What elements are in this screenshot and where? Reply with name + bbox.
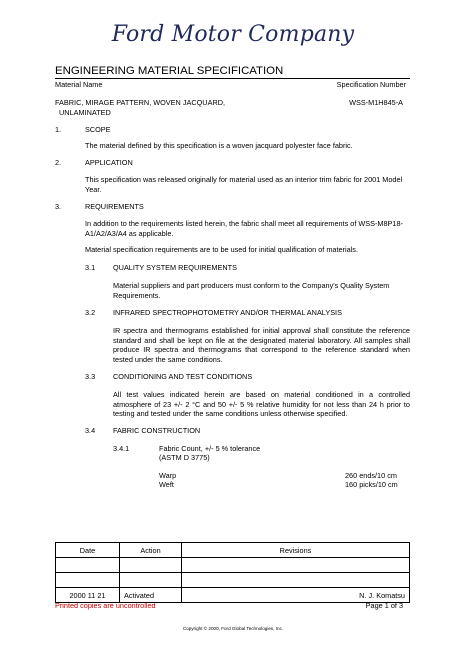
section-2-text: This specification was released originally for material used as an interior trim fabric for 2001 Model Year.: [85, 175, 403, 194]
section-3-4-title: FABRIC CONSTRUCTION: [113, 426, 201, 435]
section-3-4-number: 3.4: [85, 426, 96, 435]
section-2-number: 2.: [55, 158, 62, 167]
page-number: Page 1 of 3: [365, 601, 403, 610]
fabric-count-label: Fabric Count, +/- 5 % tolerance: [159, 444, 261, 453]
ford-logo: Ford Motor Company: [111, 22, 355, 47]
section-3-1-text: Material suppliers and part producers must conform to the Company's Quality System Requirements.: [113, 281, 390, 300]
spec-number-label: Specification Number: [336, 80, 406, 89]
section-3-3-title: CONDITIONING AND TEST CONDITIONS: [113, 372, 253, 381]
material-name-line2: UNLAMINATED: [59, 108, 111, 117]
revision-author: N. J. Komatsu: [182, 588, 410, 603]
section-3-2-number: 3.2: [85, 308, 96, 317]
document-title: ENGINEERING MATERIAL SPECIFICATION: [55, 65, 284, 77]
weft-label: Weft: [159, 480, 174, 489]
spec-number: WSS-M1H845-A: [349, 98, 403, 107]
section-3-text-2: Material specification requirements are to be used for initial qualification of materials.: [85, 245, 358, 254]
section-3-4-1-number: 3.4.1: [113, 444, 130, 453]
fabric-count-standard: (ASTM D 3775): [159, 453, 210, 462]
revision-date: 2000 11 21: [56, 588, 120, 603]
weft-value: 160 picks/10 cm: [345, 480, 398, 489]
section-1-number: 1.: [55, 125, 62, 134]
date-header: Date: [56, 543, 120, 558]
revisions-header: Revisions: [182, 543, 410, 558]
section-1-text: The material defined by this specification is a woven jacquard polyester face fabric.: [85, 141, 353, 150]
table-row: [56, 558, 410, 573]
warp-value: 260 ends/10 cm: [345, 471, 397, 480]
section-2-title: APPLICATION: [85, 158, 133, 167]
revision-header-row: [56, 543, 410, 558]
section-3-1-title: QUALITY SYSTEM REQUIREMENTS: [113, 263, 237, 272]
material-name-line1: FABRIC, MIRAGE PATTERN, WOVEN JACQUARD,: [55, 98, 226, 107]
section-3-3-number: 3.3: [85, 372, 96, 381]
section-1-title: SCOPE: [85, 125, 111, 134]
revision-action: Activated: [120, 588, 182, 603]
warp-label: Warp: [159, 471, 177, 480]
action-header: Action: [120, 543, 182, 558]
section-3-1-number: 3.1: [85, 263, 96, 272]
section-3-number: 3.: [55, 202, 62, 211]
revision-table: [55, 542, 410, 603]
copyright: Copyright © 2000, Ford Global Technologies, Inc.: [182, 626, 284, 631]
section-3-2-title: INFRARED SPECTROPHOTOMETRY AND/OR THERMAL ANALYSIS: [113, 308, 342, 317]
uncontrolled-notice: Printed copies are uncontrolled: [55, 601, 156, 610]
section-3-title: REQUIREMENTS: [85, 202, 144, 211]
title-divider: [55, 78, 410, 79]
section-3-text-1: In addition to the requirements listed herein, the fabric shall meet all requirements of WSS-M8P18-A1/A2/A3/A4 as applicable.: [85, 219, 403, 238]
table-row: [56, 573, 410, 588]
section-3-3-text: All test values indicated herein are based on material conditioned in a controlled atmosphere of 23 +/- 2 °C and 50 +/- 5 % relative humidity for not less than 24 h prior to testing and tested under the same conditions unless otherwise specified.: [113, 390, 410, 418]
material-name-label: Material Name: [55, 80, 103, 89]
section-3-2-text: IR spectra and thermograms established for initial approval shall constitute the reference standard and shall be kept on file at the designated material laboratory. All samples shall produce IR spectra and thermograms that correspond to the reference standard when tested under the same conditions.: [113, 326, 410, 364]
